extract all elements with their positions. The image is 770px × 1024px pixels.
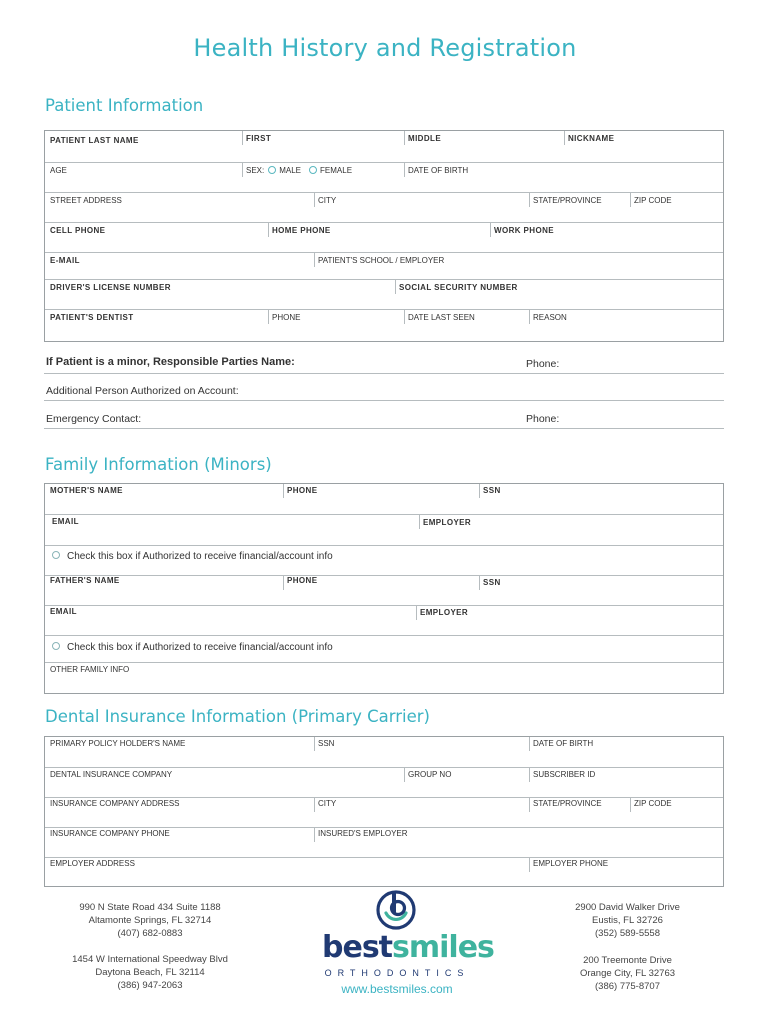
insurance-company-address-field[interactable]: INSURANCE COMPANY ADDRESS: [50, 799, 180, 808]
patient-email-row: [45, 252, 723, 280]
age-field[interactable]: AGE: [50, 166, 67, 175]
employer-address-field[interactable]: EMPLOYER ADDRESS: [50, 859, 135, 868]
father-email-field[interactable]: EMAIL: [50, 607, 77, 616]
office-address-altamonte: [70, 901, 230, 940]
date-of-birth-field[interactable]: DATE OF BIRTH: [404, 163, 724, 177]
address-phone: (386) 775-8707: [595, 981, 660, 992]
insurance-address-row: [45, 797, 723, 828]
additional-person-label: Additional Person Authorized on Account:: [46, 385, 239, 397]
insurance-holder-row: [45, 737, 723, 767]
patient-info-table: [44, 130, 724, 342]
insurance-company-phone-field[interactable]: INSURANCE COMPANY PHONE: [50, 829, 170, 838]
patient-phone-row: [45, 222, 723, 253]
website-link[interactable]: www.bestsmiles.com: [341, 982, 453, 996]
family-info-heading: Family Information (Minors): [45, 455, 272, 474]
address-phone: (407) 682-0883: [117, 928, 183, 939]
subscriber-id-field[interactable]: SUBSCRIBER ID: [529, 768, 724, 782]
address-phone: (386) 947-2063: [117, 980, 183, 991]
insurance-info-heading: Dental Insurance Information (Primary Carrier): [45, 707, 430, 726]
address-line: 200 Treemonte Drive: [583, 955, 672, 966]
sex-label: SEX:: [246, 166, 265, 175]
patients-dentist-field[interactable]: PATIENT'S DENTIST: [50, 313, 134, 322]
father-authorization-row: [45, 635, 723, 663]
patient-license-row: [45, 279, 723, 310]
insureds-employer-field[interactable]: INSURED'S EMPLOYER: [314, 828, 724, 842]
nickname-field[interactable]: NICKNAME: [564, 131, 724, 145]
address-line: 990 N State Road 434 Suite 1188: [79, 902, 221, 913]
emergency-contact-line[interactable]: [44, 400, 724, 429]
street-address-field[interactable]: STREET ADDRESS: [50, 196, 122, 205]
mother-ssn-field[interactable]: SSN: [479, 484, 724, 498]
mother-email-field[interactable]: EMAIL: [52, 517, 79, 526]
email-field[interactable]: E-MAIL: [50, 256, 80, 265]
drivers-license-field[interactable]: DRIVER'S LICENSE NUMBER: [50, 283, 171, 292]
address-line: 1454 W International Speedway Blvd: [72, 954, 228, 965]
address-line: Eustis, FL 32726: [592, 915, 663, 926]
school-employer-field[interactable]: PATIENT'S SCHOOL / EMPLOYER: [314, 253, 724, 267]
cell-phone-field[interactable]: CELL PHONE: [50, 226, 106, 235]
insurance-info-table: [44, 736, 724, 887]
female-label: FEMALE: [320, 166, 353, 175]
insurance-zip-field[interactable]: ZIP CODE: [630, 798, 724, 812]
sex-field: [242, 163, 404, 177]
emergency-contact-label: Emergency Contact:: [46, 413, 142, 425]
group-number-field[interactable]: GROUP NO: [404, 768, 529, 782]
office-address-daytona: [70, 953, 230, 992]
holder-ssn-field[interactable]: SSN: [314, 737, 529, 751]
address-line: 2900 David Walker Drive: [575, 902, 680, 913]
dental-insurance-company-field[interactable]: DENTAL INSURANCE COMPANY: [50, 770, 173, 779]
father-authorization-checkbox-row[interactable]: [45, 636, 724, 663]
insurance-phone-row: [45, 827, 723, 858]
insurance-company-row: [45, 767, 723, 798]
mother-authorization-checkbox-row[interactable]: [45, 546, 724, 576]
address-phone: (352) 589-5558: [595, 928, 660, 939]
mother-authorization-label: Check this box if Authorized to receive financial/account info: [67, 551, 333, 562]
home-phone-field[interactable]: HOME PHONE: [268, 223, 490, 237]
dentist-phone-field[interactable]: PHONE: [268, 310, 404, 324]
patient-last-name-field[interactable]: PATIENT LAST NAME: [50, 136, 139, 145]
zip-code-field[interactable]: ZIP CODE: [630, 193, 724, 207]
father-phone-field[interactable]: PHONE: [283, 576, 479, 590]
reason-field[interactable]: REASON: [529, 310, 724, 324]
address-line: Orange City, FL 32763: [579, 968, 676, 979]
office-address-eustis: [540, 901, 715, 940]
female-radio[interactable]: [309, 166, 317, 174]
insurance-state-field[interactable]: STATE/PROVINCE: [529, 798, 629, 812]
mother-email-row: [45, 514, 723, 546]
minor-responsible-label: If Patient is a minor, Responsible Parties Name:: [46, 356, 295, 368]
other-family-row: [45, 662, 723, 695]
mother-authorization-checkbox[interactable]: [52, 551, 60, 559]
patient-age-row: [45, 162, 723, 193]
employer-phone-field[interactable]: EMPLOYER PHONE: [529, 858, 724, 872]
other-family-info-field[interactable]: OTHER FAMILY INFO: [50, 665, 130, 674]
father-email-row: [45, 605, 723, 636]
city-field[interactable]: CITY: [314, 193, 529, 207]
mother-phone-field[interactable]: PHONE: [283, 484, 479, 498]
father-ssn-field[interactable]: SSN: [479, 576, 724, 590]
mother-employer-field[interactable]: EMPLOYER: [419, 515, 724, 529]
insurance-city-field[interactable]: CITY: [314, 798, 529, 812]
work-phone-field[interactable]: WORK PHONE: [490, 223, 724, 237]
employer-address-row: [45, 857, 723, 888]
father-authorization-checkbox[interactable]: [52, 642, 60, 650]
mother-authorization-row: [45, 545, 723, 576]
mother-row: [45, 484, 723, 514]
logo-subtitle: ORTHODONTICS: [324, 968, 470, 978]
father-employer-field[interactable]: EMPLOYER: [416, 606, 724, 620]
date-last-seen-field[interactable]: DATE LAST SEEN: [404, 310, 529, 324]
best-smiles-logo-wordmark: [322, 930, 494, 965]
address-line: Altamonte Springs, FL 32714: [88, 915, 212, 926]
male-radio[interactable]: [268, 166, 276, 174]
responsible-party-line[interactable]: [44, 346, 724, 374]
patient-address-row: [45, 192, 723, 223]
page-title: Health History and Registration: [193, 34, 577, 62]
emergency-phone-label: Phone:: [526, 413, 560, 425]
patient-dentist-row: [45, 309, 723, 343]
middle-name-field[interactable]: MIDDLE: [404, 131, 564, 145]
patient-name-row: [45, 131, 723, 162]
responsible-phone-label: Phone:: [526, 358, 560, 370]
fathers-name-field[interactable]: FATHER'S NAME: [50, 576, 120, 585]
family-info-table: [44, 483, 724, 694]
father-authorization-label: Check this box if Authorized to receive financial/account info: [67, 642, 333, 653]
logo-word-best: best: [322, 930, 393, 965]
male-label: MALE: [279, 166, 302, 175]
state-field[interactable]: STATE/PROVINCE: [529, 193, 629, 207]
first-name-field[interactable]: FIRST: [242, 131, 404, 145]
additional-person-line[interactable]: [44, 373, 724, 401]
logo-word-smiles: smiles: [392, 930, 494, 965]
mothers-name-field[interactable]: MOTHER'S NAME: [50, 486, 123, 495]
patient-info-heading: Patient Information: [45, 96, 204, 115]
policy-holder-name-field[interactable]: PRIMARY POLICY HOLDER'S NAME: [50, 739, 186, 748]
social-security-field[interactable]: SOCIAL SECURITY NUMBER: [395, 280, 724, 294]
address-line: Daytona Beach, FL 32114: [95, 967, 205, 978]
holder-dob-field[interactable]: DATE OF BIRTH: [529, 737, 724, 751]
office-address-orange-city: [540, 954, 715, 993]
father-row: [45, 575, 723, 606]
